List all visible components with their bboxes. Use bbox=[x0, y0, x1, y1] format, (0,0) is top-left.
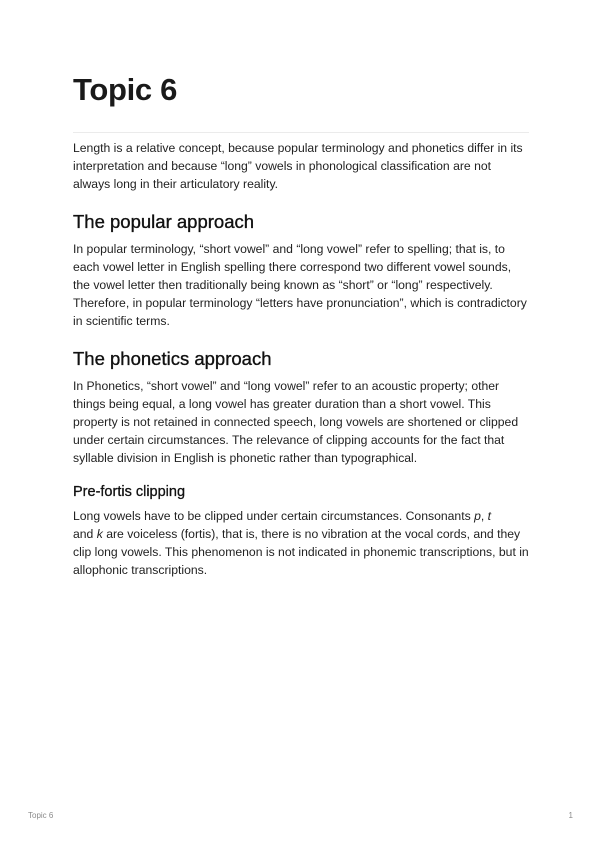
page-number: 1 bbox=[568, 811, 573, 820]
footer-title: Topic 6 bbox=[28, 811, 54, 820]
body-text: , bbox=[480, 509, 488, 523]
section-body-popular: In popular terminology, “short vowel” and “long vowel” refer to spelling; that is, to each vowel letter in English spelling there correspond two different vowel sounds, the vowel letter then traditionally being known as “short” or “long” respectively. Therefore, in popular terminology “letters have pronunciation”, which is contradictory in scientific terms. bbox=[73, 242, 527, 328]
page-title: Topic 6 bbox=[73, 72, 178, 107]
intro-paragraph: Length is a relative concept, because popular terminology and phonetics differ in its interpretation and because “long” vowels in phonological classification are not always long in their articulatory reality. bbox=[73, 141, 523, 191]
consonant-k: k bbox=[96, 527, 103, 541]
consonant-t: t bbox=[487, 509, 492, 523]
section-heading-phonetics: The phonetics approach bbox=[73, 348, 272, 369]
title-divider bbox=[73, 132, 529, 133]
subsection-heading-prefortis: Pre-fortis clipping bbox=[73, 484, 186, 500]
section-body-phonetics: In Phonetics, “short vowel” and “long vowel” refer to an acoustic property; other things being equal, a long vowel has greater duration than a short vowel. This property is not retained in connected speech, long vowels are shortened or clipped under certain circumstances. The relevance of clipping accounts for the fact that syllable division in English is phonetic rather than typographical. bbox=[73, 379, 519, 465]
section-heading-popular: The popular approach bbox=[73, 211, 255, 232]
consonant-p: p bbox=[474, 509, 481, 523]
body-text: and bbox=[73, 527, 97, 541]
body-text: Long vowels have to be clipped under certain circumstances. Consonants bbox=[73, 509, 475, 523]
subsection-body-prefortis bbox=[73, 507, 529, 579]
body-text: are voiceless (fortis), that is, there is no vibration at the vocal cords, and they clip long vowels. This phenomenon is not indicated in phonemic transcriptions, but in allophonic transcriptions. bbox=[73, 527, 529, 577]
